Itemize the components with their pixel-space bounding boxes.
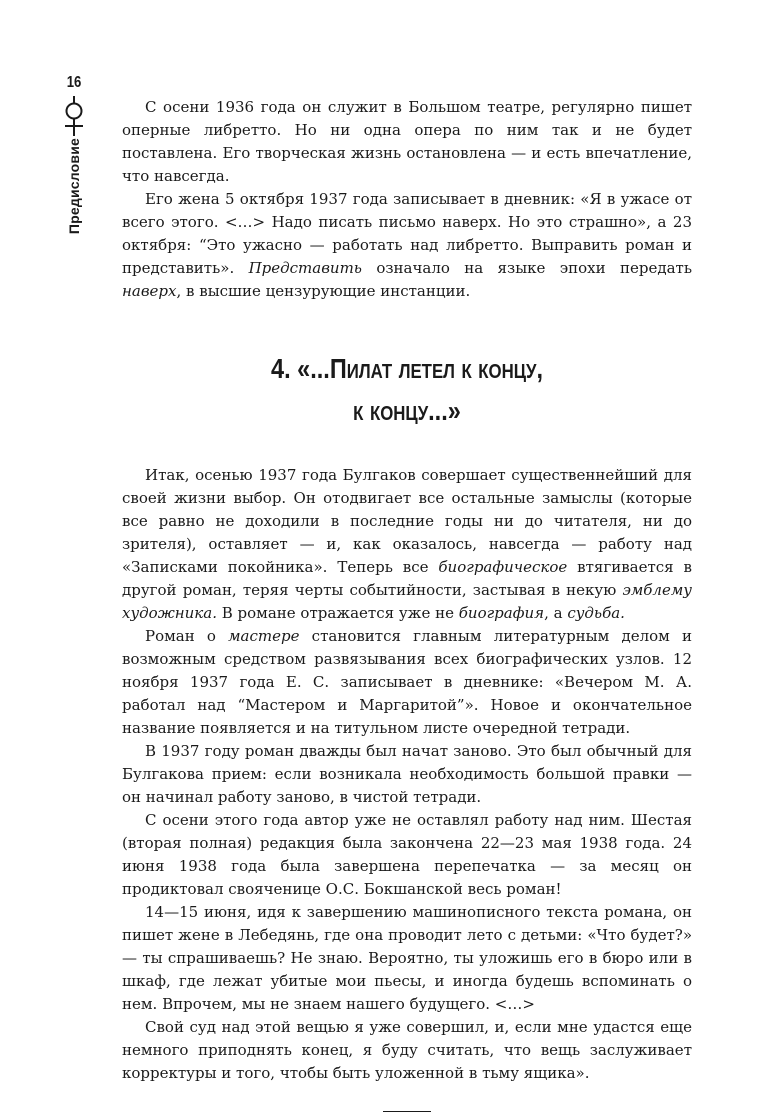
emphasis-text: судьба.: [567, 604, 625, 622]
chapter-title-line-1: 4. «...Пилат летел к концу,: [270, 353, 543, 384]
emphasis-text: биографическое: [438, 558, 568, 576]
text-run: С осени 1936 года он служит в Большом театре, регулярно пишет оперные либретто. Но ни одна опера по ним так и не будет поставлена. Его творческая жизнь остановлена — и есть впечатление, что навсегда.: [122, 98, 692, 185]
page-number: 16: [66, 74, 82, 91]
chapter-body: [122, 464, 692, 1085]
paragraph: [122, 1016, 692, 1085]
page-body: [122, 96, 692, 1112]
text-run: Свой суд над этой вещью я уже совершил, и, если мне удастся еще немного приподнять конец, я буду считать, что вещь заслуживает корректуры и того, чтобы быть уложенной в тьму ящика».: [122, 1018, 692, 1082]
emphasis-text: наверх: [122, 282, 177, 300]
text-run: Итак, осенью 1937 года Булгаков совершает существеннейший для своей жизни выбор. Он отодвигает все остальные замыслы (которые все равно не доходили в последние годы ни до читателя, ни до зрителя), оставляет — и, как оказалось, навсегда — работу над «Записками покойника». Теперь все: [122, 466, 692, 576]
text-run: В 1937 году роман дважды был начат заново. Это был обычный для Булгакова прием: если возникала необходимость большой правки — он начинал работу заново, в чистой тетради.: [122, 742, 692, 806]
text-run: означало на языке эпохи передать: [361, 259, 692, 277]
text-run: , а: [544, 604, 568, 622]
running-head: [60, 96, 88, 236]
text-run: Роман о: [145, 627, 229, 645]
paragraph: [122, 901, 692, 1016]
page-ornament-icon: [61, 96, 87, 136]
paragraph: [122, 188, 692, 303]
paragraph: [122, 625, 692, 740]
text-run: становится главным литературным делом и возможным средством развязывания всех биографических узлов. 12 ноября 1937 года Е. С. записывает в дневнике: «Вечером М. А. работал над “Мастером и Маргаритой”». Новое и окончательное название появляется и на титульном листе очередной тетради.: [122, 627, 692, 737]
emphasis-text: эмблему художника.: [122, 581, 692, 622]
paragraph: [122, 740, 692, 809]
chapter-heading: [168, 348, 647, 432]
emphasis-text: мастере: [228, 627, 300, 645]
text-run: С осени этого года автор уже не оставлял работу над ним. Шестая (вторая полная) редакция была закончена 22—23 мая 1938 года. 24 июня 1938 года была завершена перепечатка — за месяц он продиктовал свояченице О.С. Бокшанской весь роман!: [122, 811, 692, 898]
text-run: 14—15 июня, идя к завершению машинописного текста романа, он пишет жене в Лебедянь, где она проводит лето с детьми: «Что будет?» — ты спрашиваешь? Не знаю. Вероятно, ты уложишь его в бюро или в шкаф, где лежат убитые мои пьесы, и иногда будешь вспоминать о нем. Впрочем, мы не знаем нашего будущего. <…>: [122, 903, 692, 1013]
text-run: втягивается в другой роман, теряя черты событийности, застывая в некую: [122, 558, 692, 599]
text-run: , в высшие цензурующие инстанции.: [176, 282, 471, 300]
intro-section: [122, 96, 692, 303]
chapter-title-line-2: к концу...»: [353, 395, 461, 426]
text-run: Его жена 5 октября 1937 года записывает в дневник: «Я в ужасе от всего этого. <…> Надо писать письмо наверх. Но это страшно», а 23 октября: “Это ужасно — работать над либретто. Выправить роман и представить».: [122, 190, 692, 277]
running-head-label: Предисловие: [66, 138, 82, 235]
paragraph: [122, 464, 692, 625]
paragraph: [122, 809, 692, 901]
emphasis-text: биография: [458, 604, 545, 622]
paragraph: [122, 96, 692, 188]
emphasis-text: Представить: [248, 259, 362, 277]
text-run: В романе отражается уже не: [216, 604, 459, 622]
